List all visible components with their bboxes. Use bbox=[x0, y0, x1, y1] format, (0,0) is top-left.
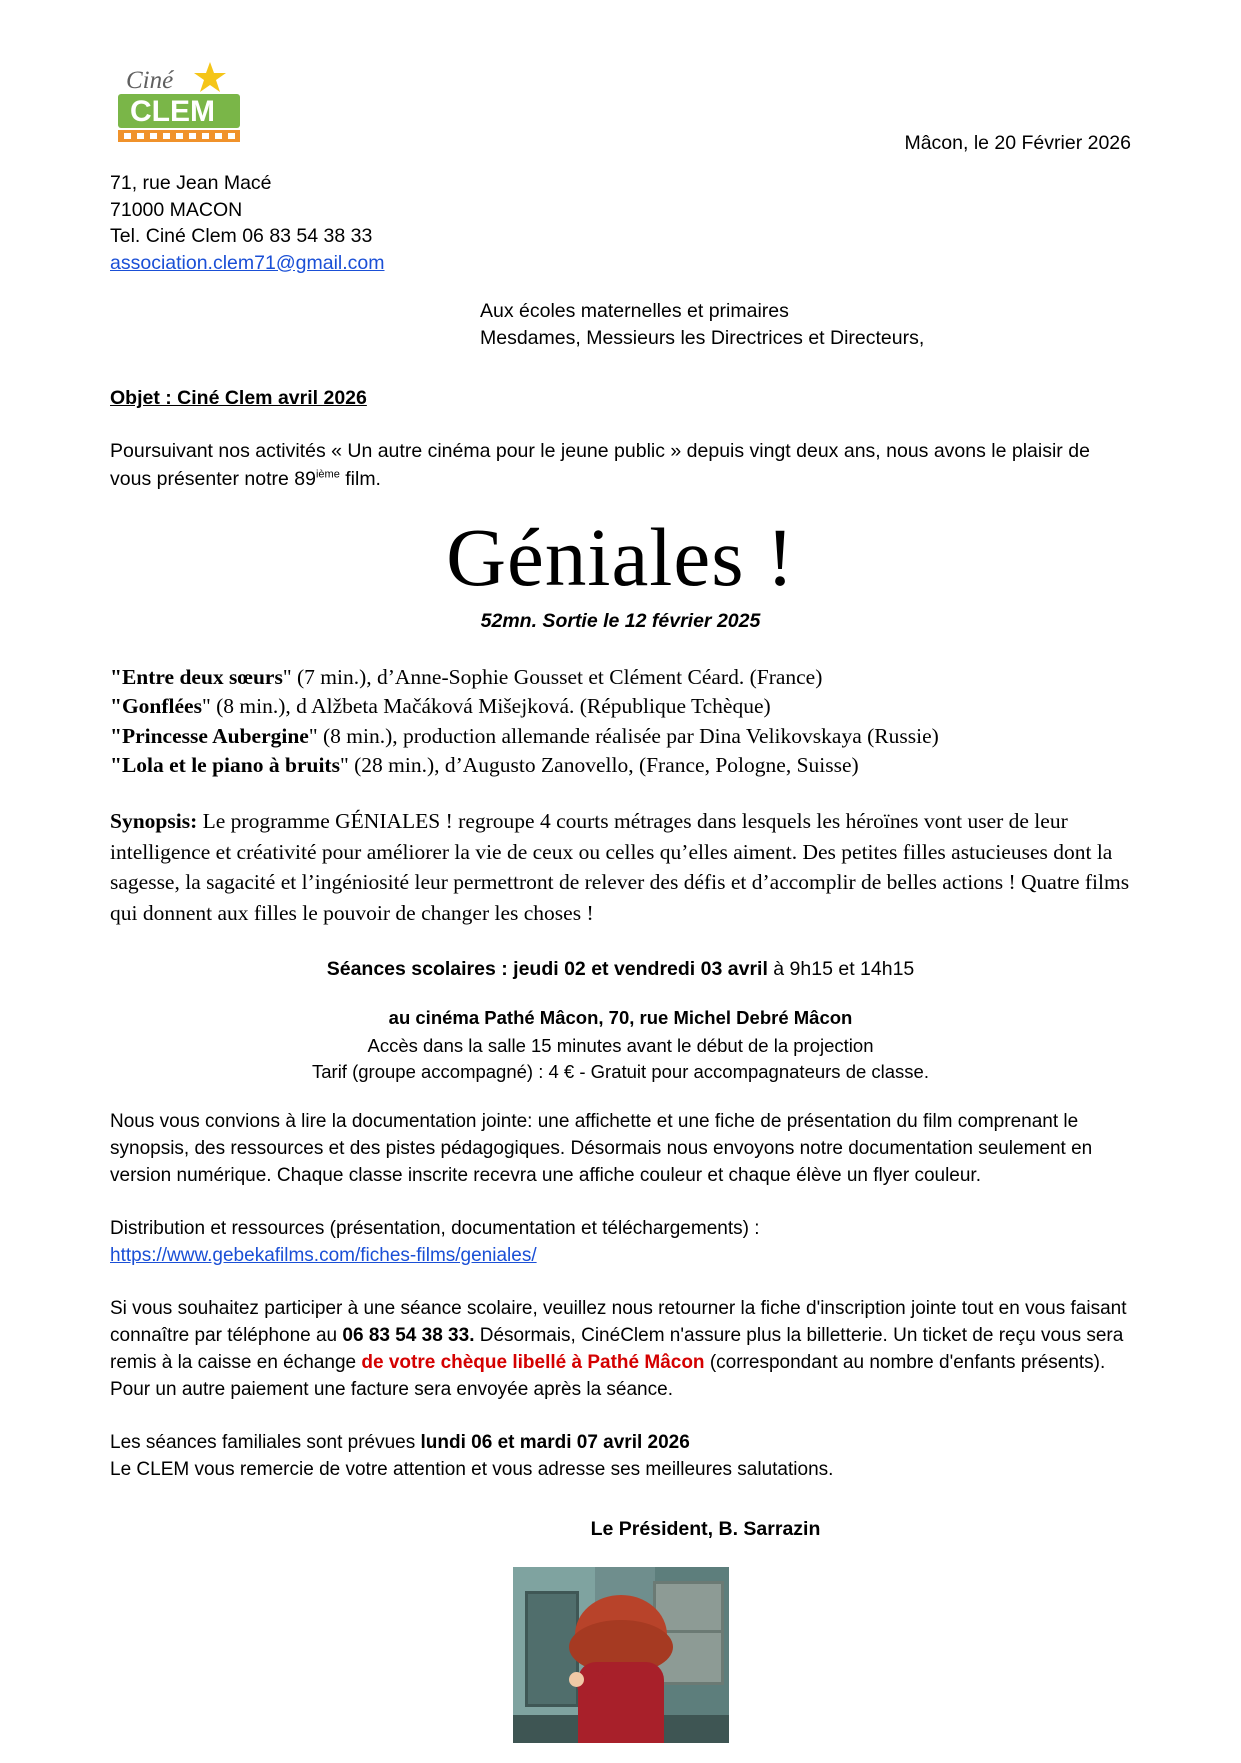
letter-header bbox=[110, 46, 1131, 158]
synopsis-label: Synopsis: bbox=[110, 809, 198, 834]
payment-highlight: de votre chèque libellé à Pathé Mâcon bbox=[361, 1351, 705, 1373]
short-details: (8 min.), d Alžbeta Mačáková Mišejková. (République Tchèque) bbox=[210, 694, 771, 719]
inscription-phone: 06 83 54 38 33. bbox=[342, 1324, 475, 1346]
recipient-line-2: Mesdames, Messieurs les Directrices et Directeurs, bbox=[480, 326, 925, 349]
svg-text:Ciné: Ciné bbox=[126, 67, 174, 94]
letter-date: Mâcon, le 20 Février 2026 bbox=[904, 132, 1131, 154]
sender-street: 71, rue Jean Macé bbox=[110, 172, 272, 194]
synopsis-text: Le programme GÉNIALES ! regroupe 4 courts métrages dans lesquels les héroïnes vont user de leur intelligence et créativité pour améliorer la vie de ceux ou celles qu’elles aiment. Des petites filles astucieuses dont la sagesse, la sagacité et l’ingéniosité leur permettront de relever des défis et d’accomplir de belles actions ! Quatre films qui donnent aux filles le pouvoir de changer les choses ! bbox=[110, 809, 1130, 925]
inscription-text-2: Désormais, CinéClem n'assure plus la billetterie. Un ticket de reçu vous sera remis à la caisse en échange bbox=[110, 1324, 1124, 1373]
still-character-hand bbox=[569, 1672, 584, 1687]
school-screenings-dates: Séances scolaires : jeudi 02 et vendredi 03 avril bbox=[326, 958, 768, 981]
svg-text:CLEM: CLEM bbox=[130, 95, 215, 128]
sender-city: 71000 MACON bbox=[110, 198, 243, 221]
short-quote-close: " bbox=[339, 752, 349, 777]
list-item bbox=[110, 751, 1131, 780]
list-item bbox=[110, 663, 1131, 692]
short-details: (7 min.), d’Anne-Sophie Gousset et Clément Céard. (France) bbox=[291, 665, 823, 690]
short-details: (8 min.), production allemande réalisée par Dina Velikovskaya (Russie) bbox=[317, 723, 939, 748]
short-quote-close: " bbox=[282, 665, 292, 690]
school-screenings-line bbox=[110, 958, 1131, 981]
short-quote-close: " bbox=[201, 694, 211, 719]
short-title: Entre deux sœurs bbox=[121, 665, 283, 690]
documentation-paragraph: Nous vous convions à lire la documentation jointe: une affichette et une fiche de présentation du film comprenant le synopsis, des ressources et des pistes pédagogiques. Désormais nous envoyons notre documentation seulement en version numérique. Chaque classe inscrite recevra une affiche couleur et chaque élève un flyer couleur. bbox=[110, 1111, 1093, 1187]
film-title: Géniales ! bbox=[446, 511, 795, 604]
distribution-label: Distribution et ressources (présentation, documentation et téléchargements) : bbox=[110, 1218, 760, 1240]
inscription-paragraph bbox=[110, 1296, 1131, 1404]
short-title: Princesse Aubergine bbox=[121, 723, 309, 748]
closing-paragraph bbox=[110, 1430, 1131, 1484]
short-quote-open: " bbox=[110, 665, 122, 690]
intro-text-2: film. bbox=[339, 467, 381, 490]
short-quote-open: " bbox=[110, 694, 122, 719]
family-screenings-text: Les séances familiales sont prévues bbox=[110, 1431, 421, 1453]
inscription-text-1: Si vous souhaitez participer à une séance scolaire, veuillez nous retourner la fiche d'inscription jointe tout en vous faisant connaître par téléphone au bbox=[110, 1297, 1127, 1346]
still-character-body bbox=[578, 1662, 664, 1743]
sender-address-block bbox=[110, 170, 1131, 276]
still-cabinet-shelf bbox=[659, 1630, 724, 1633]
cine-clem-logo bbox=[110, 58, 270, 150]
distribution-link[interactable]: https://www.gebekafilms.com/fiches-films/geniales/ bbox=[110, 1245, 537, 1266]
closing-line: Le CLEM vous remercie de votre attention et vous adresse ses meilleures salutations. bbox=[110, 1458, 834, 1480]
family-screenings-dates: lundi 06 et mardi 07 avril 2026 bbox=[420, 1431, 690, 1453]
distribution-paragraph bbox=[110, 1216, 1131, 1270]
letter-subject: Objet : Ciné Clem avril 2026 bbox=[110, 387, 367, 410]
list-item bbox=[110, 722, 1131, 751]
short-quote-open: " bbox=[110, 723, 122, 748]
school-screenings-times: à 9h15 et 14h15 bbox=[767, 958, 915, 981]
short-details: (28 min.), d’Augusto Zanovello, (France, Pologne, Suisse) bbox=[348, 752, 859, 777]
short-title: Gonflées bbox=[121, 694, 202, 719]
recipient-block bbox=[480, 298, 1131, 351]
inscription-text-3: (correspondant au nombre d'enfants présents). Pour un autre paiement une facture sera envoyée après la séance. bbox=[110, 1351, 1106, 1400]
recipient-line-1: Aux écoles maternelles et primaires bbox=[480, 300, 789, 323]
list-item bbox=[110, 692, 1131, 721]
short-quote-open: " bbox=[110, 752, 122, 777]
intro-paragraph bbox=[110, 438, 1131, 493]
film-still-image bbox=[513, 1567, 729, 1743]
venue-line: au cinéma Pathé Mâcon, 70, rue Michel Debré Mâcon bbox=[388, 1007, 853, 1029]
synopsis-paragraph bbox=[110, 806, 1131, 928]
film-still-wrapper bbox=[110, 1567, 1131, 1743]
signature-line: Le Président, B. Sarrazin bbox=[590, 1517, 821, 1540]
access-note: Accès dans la salle 15 minutes avant le début de la projection bbox=[367, 1035, 874, 1057]
film-subtitle: 52mn. Sortie le 12 février 2025 bbox=[480, 610, 761, 633]
short-title: Lola et le piano à bruits bbox=[121, 752, 340, 777]
screenings-block bbox=[110, 958, 1131, 1083]
price-note: Tarif (groupe accompagné) : 4 € - Gratuit pour accompagnateurs de classe. bbox=[312, 1061, 929, 1083]
sender-email-link[interactable]: association.clem71@gmail.com bbox=[110, 251, 385, 274]
intro-ordinal-suffix: ième bbox=[315, 468, 340, 481]
intro-text-1: Poursuivant nos activités « Un autre cinéma pour le jeune public » depuis vingt deux ans, nous avons le plaisir de vous présenter notre 89 bbox=[110, 440, 1090, 490]
short-quote-close: " bbox=[308, 723, 318, 748]
sender-phone: Tel. Ciné Clem 06 83 54 38 33 bbox=[110, 225, 373, 248]
shorts-list bbox=[110, 663, 1131, 780]
family-screenings-line bbox=[110, 1430, 1131, 1457]
